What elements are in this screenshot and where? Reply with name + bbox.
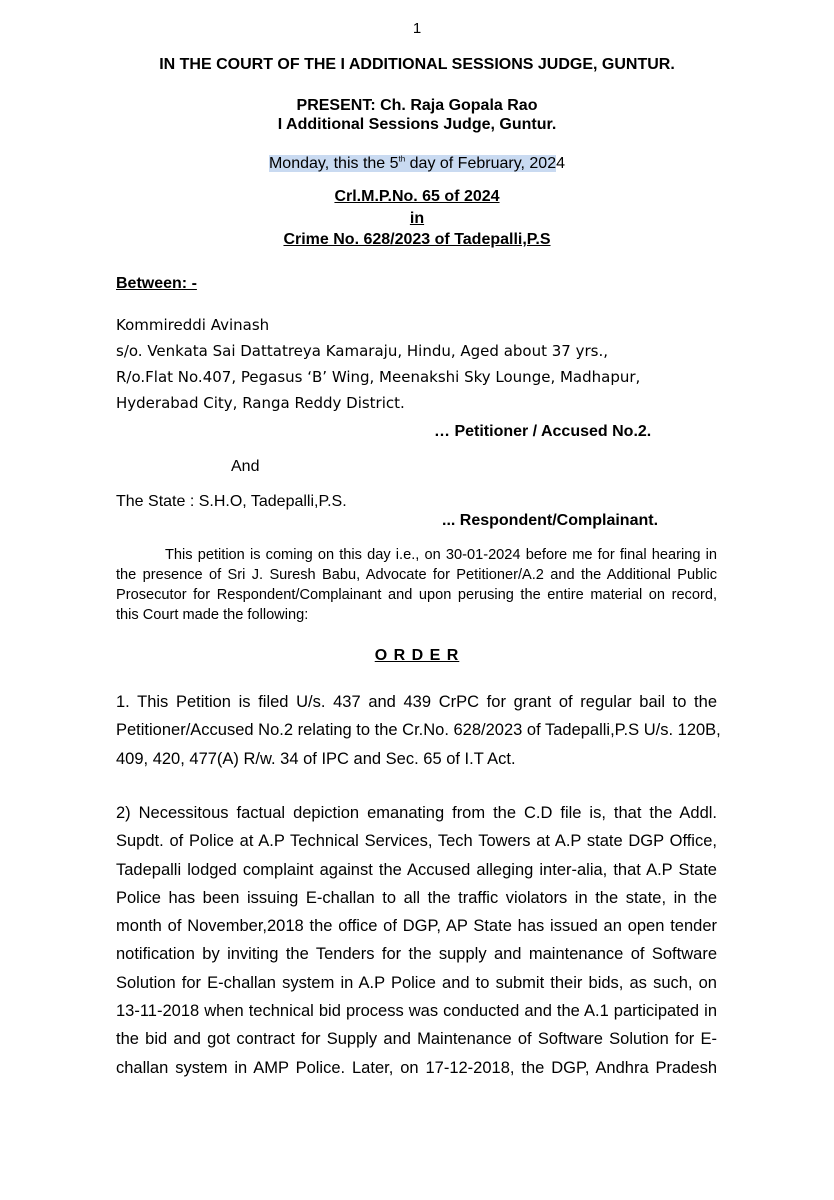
page-number: 1 bbox=[412, 20, 422, 37]
preamble-line: the presence of Sri J. Suresh Babu, Advocate for Petitioner/A.2 and the Additional Public bbox=[116, 567, 717, 583]
petitioner-line: R/o.Flat No.407, Pegasus ‘B’ Wing, Meenakshi Sky Lounge, Madhapur, bbox=[116, 368, 641, 386]
paragraph-line: 2) Necessitous factual depiction emanating from the C.D file is, that the Addl. bbox=[116, 804, 717, 822]
preamble bbox=[116, 545, 717, 625]
paragraph-line: Solution for E-challan system in A.P Police and to submit their bids, as such, on bbox=[116, 973, 717, 992]
between-label: Between: - bbox=[116, 275, 197, 292]
case-in: in bbox=[409, 210, 425, 227]
paragraph-line: 409, 420, 477(A) R/w. 34 of IPC and Sec. 65 of I.T Act. bbox=[116, 749, 516, 768]
paragraph-line: Petitioner/Accused No.2 relating to the Cr.No. 628/2023 of Tadepalli,P.S U/s. 120B, bbox=[116, 721, 721, 740]
paragraph-line: 13-11-2018 when technical bid process was conducted and the A.1 participated in bbox=[116, 1002, 717, 1021]
paragraph-line: Supdt. of Police at A.P Technical Services, Tech Towers at A.P state DGP Office, bbox=[116, 832, 717, 851]
crime-number: Crime No. 628/2023 of Tadepalli,P.S bbox=[283, 231, 551, 248]
petitioner-line: Hyderabad City, Ranga Reddy District. bbox=[116, 394, 405, 412]
order-date bbox=[0, 155, 834, 173]
paragraph-line: notification by inviting the Tenders for the supply and maintenance of Software bbox=[116, 945, 717, 964]
petitioner-line: Kommireddi Avinash bbox=[116, 316, 270, 334]
date-highlight bbox=[269, 155, 556, 172]
order-title: O R D E R bbox=[374, 647, 460, 664]
paragraph-line: Police has been issuing E-challan to all the traffic violators in the state, in the bbox=[116, 888, 717, 907]
paragraph-1 bbox=[116, 688, 721, 773]
present-judge: PRESENT: Ch. Raja Gopala Rao bbox=[296, 97, 538, 114]
paragraph-line: 1. This Petition is filed U/s. 437 and 439 CrPC for grant of regular bail to the bbox=[116, 693, 717, 711]
respondent: The State : S.H.O, Tadepalli,P.S. bbox=[116, 493, 347, 510]
date-text-2: day of February, 202 bbox=[405, 155, 557, 172]
petitioner-line: s/o. Venkata Sai Dattatreya Kamaraju, Hindu, Aged about 37 yrs., bbox=[116, 342, 608, 360]
petitioner-address bbox=[116, 312, 640, 416]
judge-designation: I Additional Sessions Judge, Guntur. bbox=[277, 116, 557, 133]
paragraph-line: challan system in AMP Police. Later, on 17-12-2018, the DGP, Andhra Pradesh bbox=[116, 1058, 717, 1077]
case-number: Crl.M.P.No. 65 of 2024 bbox=[334, 188, 500, 205]
date-text-1: Monday, this the 5 bbox=[268, 155, 399, 172]
date-superscript: th bbox=[398, 154, 406, 164]
petitioner-role: … Petitioner / Accused No.2. bbox=[434, 423, 652, 440]
and-label: And bbox=[231, 458, 260, 475]
preamble-line: Prosecutor for Respondent/Complainant and upon perusing the entire material on record, bbox=[116, 587, 717, 603]
paragraph-line: Tadepalli lodged complaint against the Accused alleging inter-alia, that A.P State bbox=[116, 860, 717, 879]
paragraph-2 bbox=[116, 799, 717, 1082]
paragraph-line: month of November,2018 the office of DGP, AP State has issued an open tender bbox=[116, 917, 717, 936]
respondent-role: ... Respondent/Complainant. bbox=[442, 512, 659, 529]
court-heading: IN THE COURT OF THE I ADDITIONAL SESSIONS JUDGE, GUNTUR. bbox=[159, 56, 675, 73]
preamble-line: This petition is coming on this day i.e., on 30-01-2024 before me for final hearing in bbox=[165, 547, 717, 563]
paragraph-line: the bid and got contract for Supply and Maintenance of Software Solution for E- bbox=[116, 1030, 717, 1049]
preamble-line: this Court made the following: bbox=[116, 607, 309, 623]
date-text-3: 4 bbox=[556, 155, 566, 172]
